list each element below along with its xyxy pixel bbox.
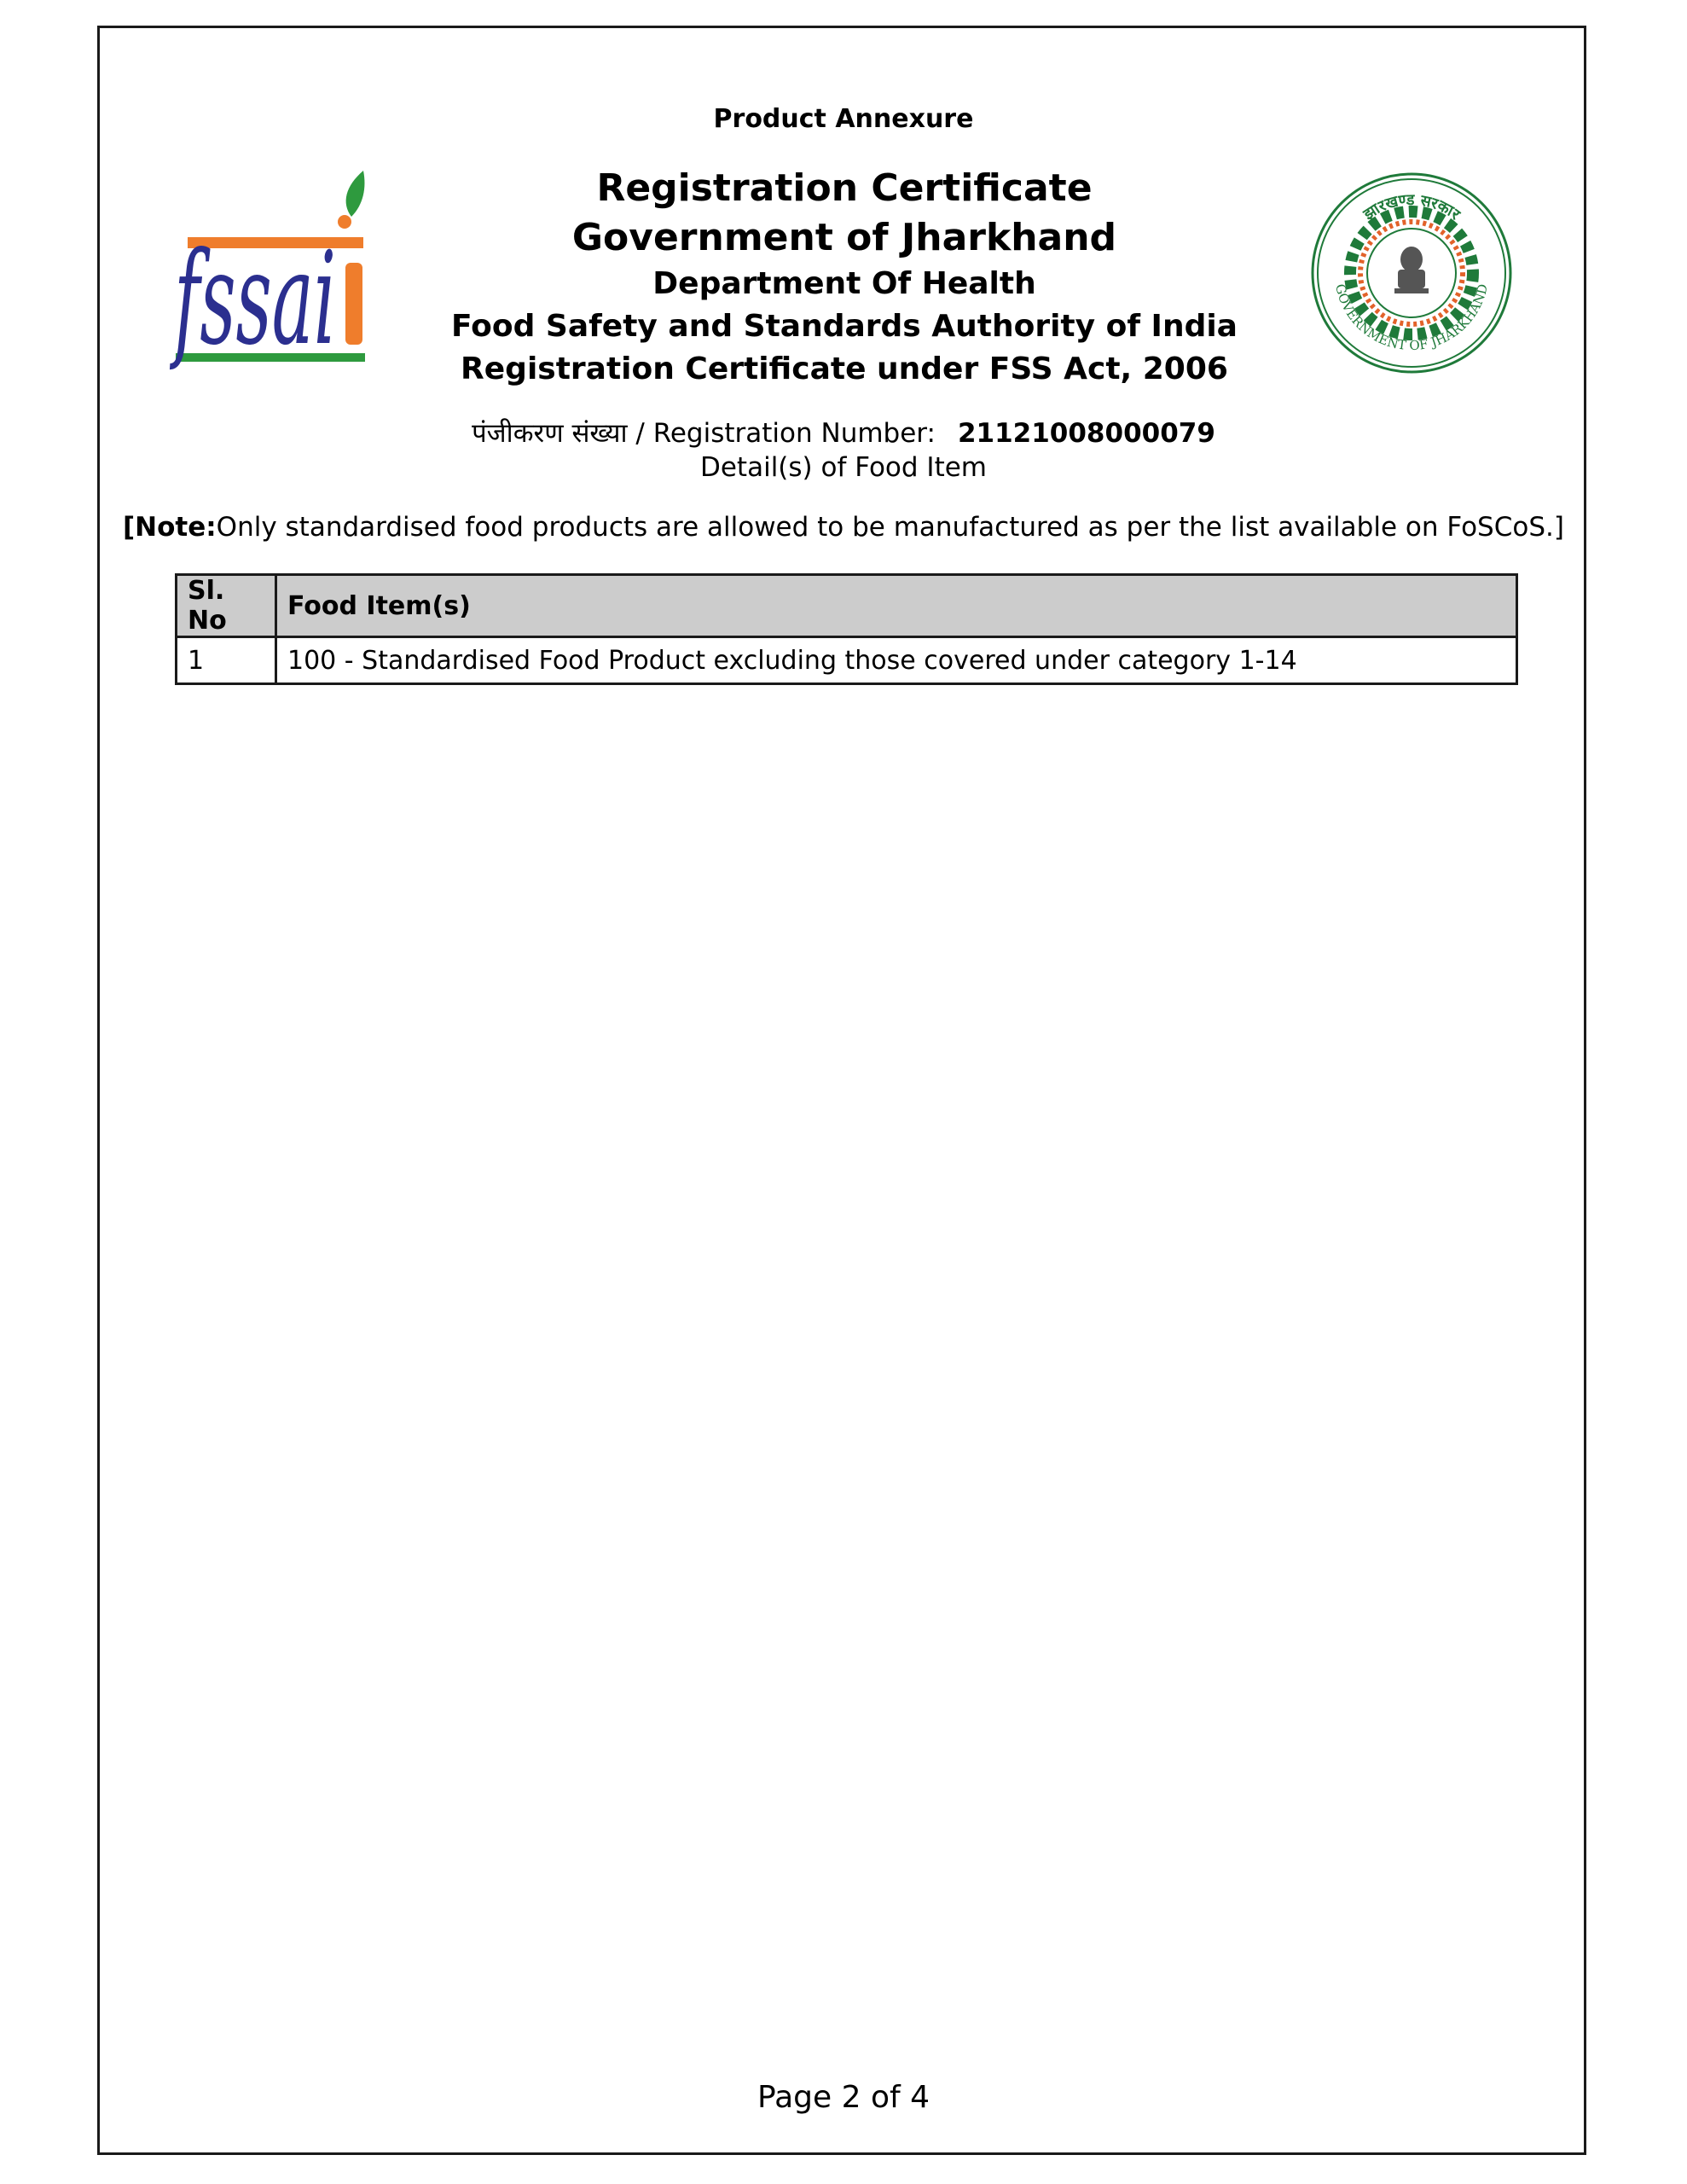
registration-label: पंजीकरण संख्या / Registration Number: [472, 418, 936, 449]
registration-number: 21121008000079 [957, 418, 1215, 449]
note-text: Only standardised food products are allowed to be manufactured as per the list available on FoSCoS.] [216, 512, 1564, 543]
column-header-food-items: Food Item(s) [276, 575, 1517, 637]
table-row [177, 637, 1517, 684]
table-cell-sl-no: 1 [177, 637, 276, 684]
header-title: Registration Certificate [596, 166, 1093, 210]
food-items-table [175, 573, 1518, 685]
jharkhand-seal-icon [1309, 171, 1514, 375]
detail-title: Detail(s) of Food Item [699, 452, 987, 483]
header-department: Department Of Health [652, 266, 1036, 301]
fssai-logo-text: fssai [169, 225, 336, 374]
column-header-sl-no: Sl. No [177, 575, 276, 637]
header-act: Registration Certificate under FSS Act, 2006 [461, 351, 1228, 386]
table-header-row [177, 575, 1517, 637]
registration-line [0, 415, 1687, 450]
seal-top-text: झारखण्ड सरकार [1360, 190, 1464, 224]
table-cell-food-item: 100 - Standardised Food Product excluding those covered under category 1-14 [276, 637, 1517, 684]
certificate-header [409, 166, 1279, 393]
seal-bottom-text: GOVERNMENT OF JHARKHAND [1332, 282, 1491, 354]
page-number: Page 2 of 4 [757, 2080, 930, 2115]
header-government: Government of Jharkhand [571, 216, 1117, 259]
note [0, 512, 1687, 543]
header-authority: Food Safety and Standards Authority of India [451, 309, 1238, 344]
note-label: [Note: [123, 512, 217, 543]
fssai-logo [171, 162, 384, 375]
annex-title: Product Annexure [713, 104, 974, 134]
